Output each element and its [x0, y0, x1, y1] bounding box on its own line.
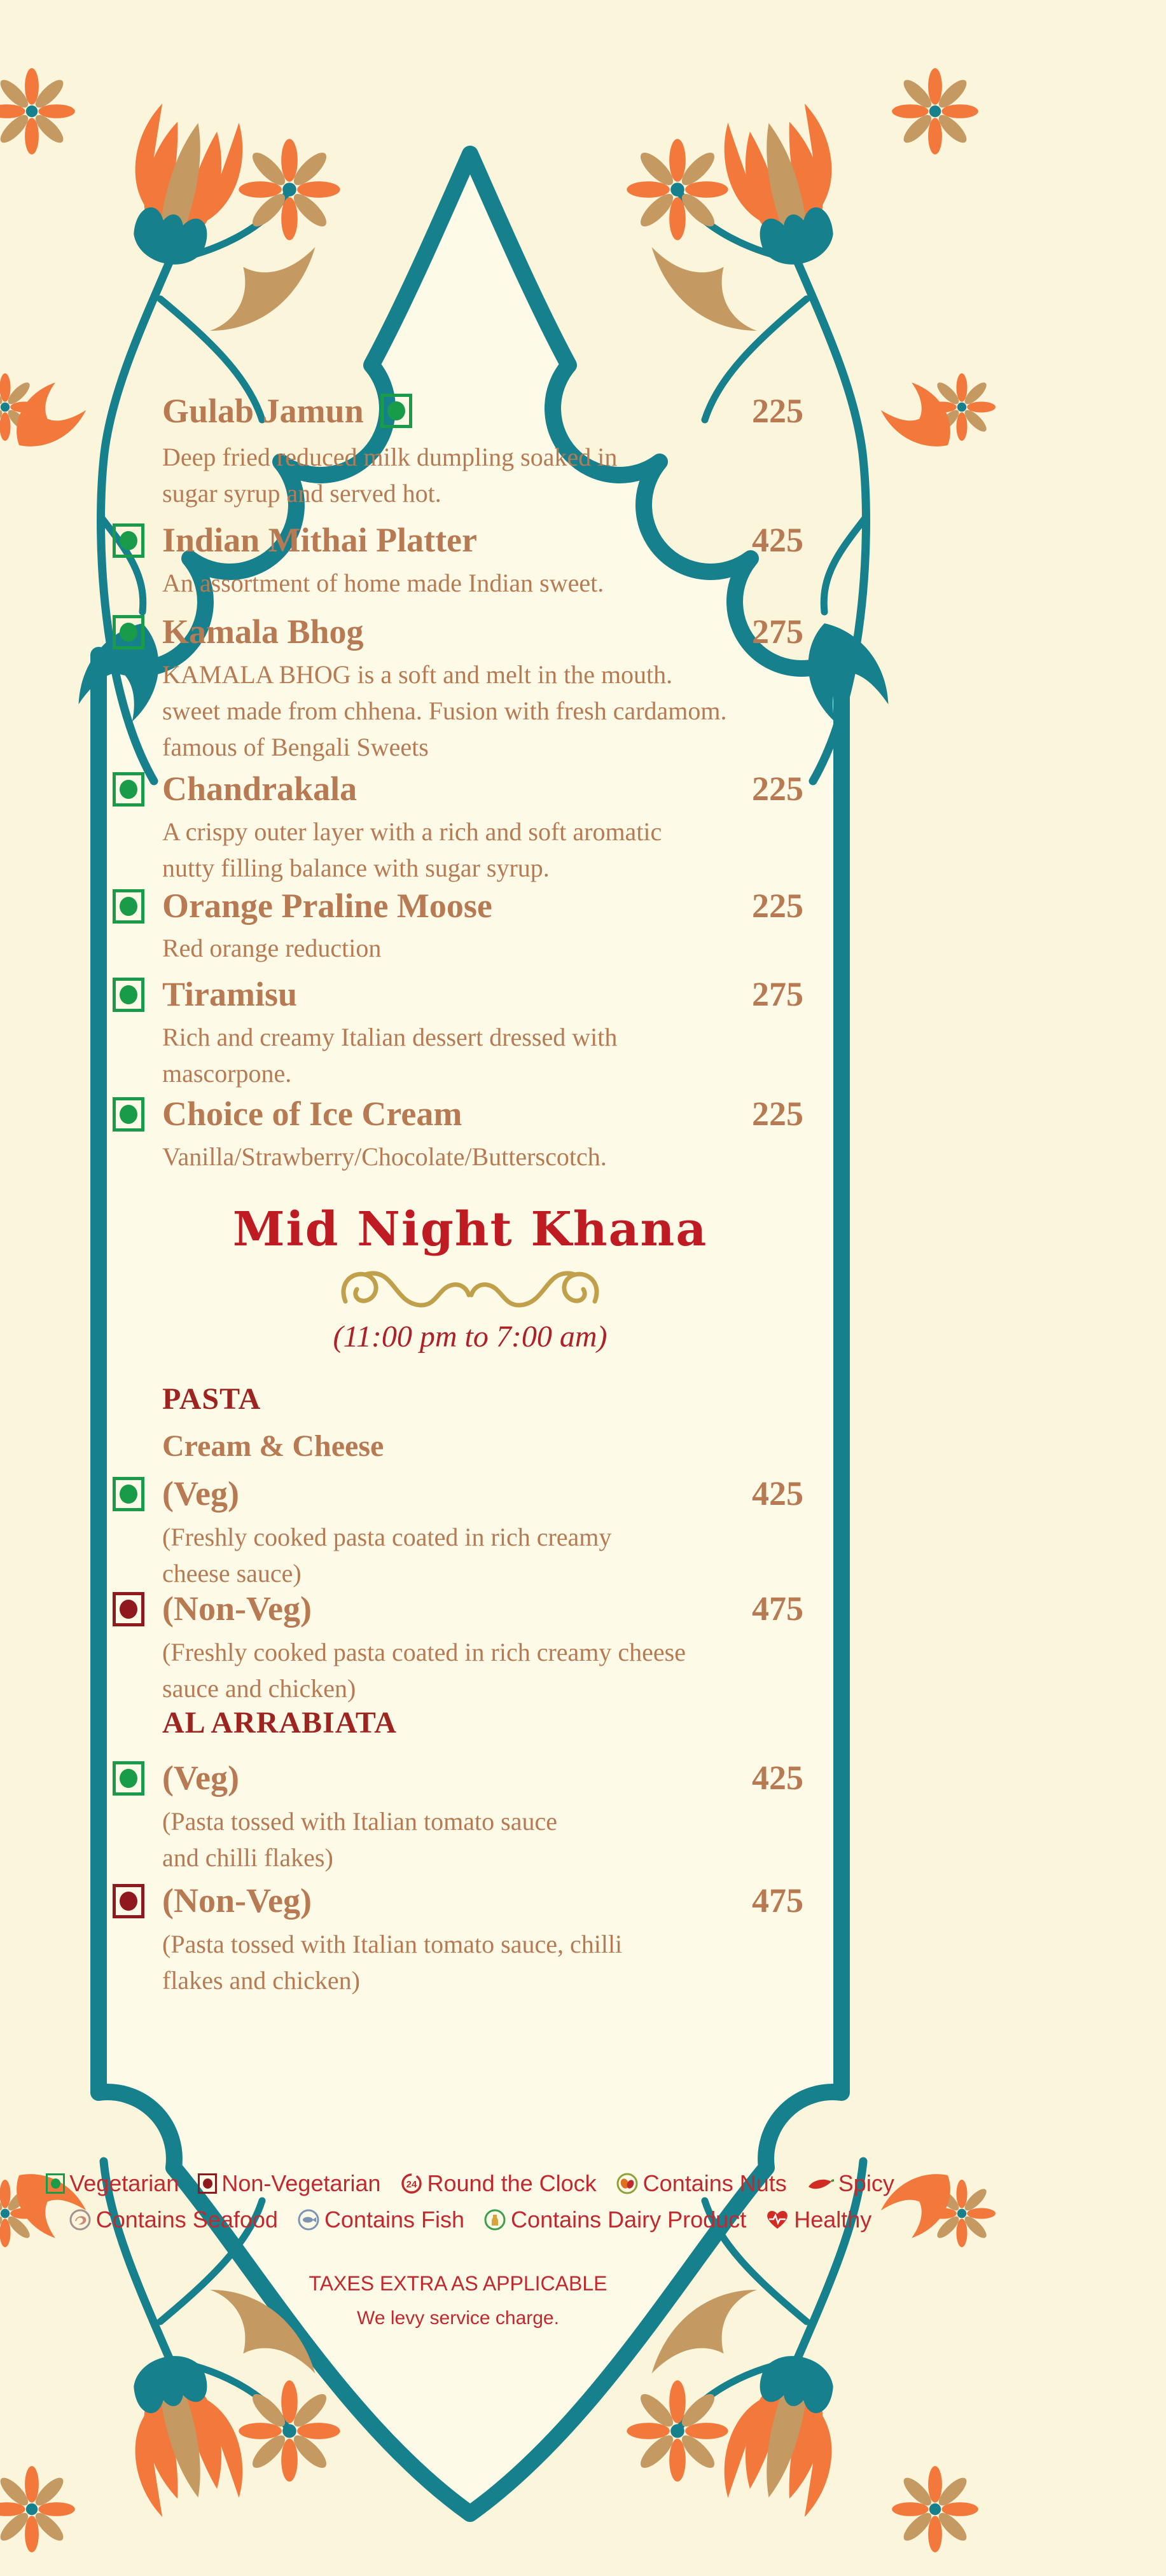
veg-icon — [113, 615, 144, 649]
service-charge-note: We levy service charge. — [357, 2308, 559, 2329]
item-price: 275 — [752, 613, 803, 651]
description-line: Deep fried reduced milk dumpling soaked in — [162, 443, 618, 471]
menu-item-row — [113, 1881, 803, 1920]
legend-item — [765, 2206, 871, 2233]
group-heading: PASTA — [162, 1382, 261, 1416]
legend-label: Contains Fish — [324, 2206, 465, 2233]
taxes-note: TAXES EXTRA AS APPLICABLE — [309, 2272, 607, 2295]
section-title: Mid Night Khana — [232, 1202, 708, 1257]
item-description — [162, 565, 805, 601]
seafood-icon — [69, 2208, 92, 2231]
veg-icon — [113, 1477, 144, 1511]
item-price: 425 — [752, 1759, 803, 1797]
veg-icon — [113, 1761, 144, 1796]
item-description — [162, 1519, 805, 1591]
description-line: Rich and creamy Italian dessert dressed with — [162, 1023, 618, 1051]
item-price: 225 — [752, 887, 803, 925]
item-description — [162, 814, 805, 886]
description-line: (Freshly cooked pasta coated in rich creamy cheese — [162, 1638, 686, 1666]
veg-icon — [113, 772, 144, 807]
item-name: Gulab Jamun — [162, 392, 364, 430]
item-description — [162, 1926, 805, 1998]
item-price: 425 — [752, 1474, 803, 1513]
legend-item — [483, 2206, 746, 2233]
legend-row-1 — [69, 2170, 894, 2197]
fish-icon — [297, 2208, 320, 2231]
item-description — [162, 1019, 805, 1091]
description-line: Red orange reduction — [162, 934, 382, 962]
legend-label: Contains Seafood — [95, 2206, 278, 2233]
item-price: 225 — [752, 1095, 803, 1133]
legend-row-2 — [95, 2206, 872, 2233]
item-description — [162, 930, 805, 966]
menu-item-row — [113, 1758, 803, 1797]
legend-item — [806, 2170, 894, 2197]
veg-icon — [113, 978, 144, 1012]
legend-label: Contains Nuts — [642, 2170, 787, 2196]
description-line: nutty filling balance with sugar syrup. — [162, 854, 550, 882]
description-line: cheese sauce) — [162, 1559, 302, 1588]
menu-item-row — [113, 769, 803, 808]
dairy-icon — [483, 2208, 506, 2231]
item-name: (Veg) — [162, 1474, 239, 1513]
description-line: A crispy outer layer with a rich and soft aromatic — [162, 817, 662, 846]
menu-item-row — [113, 391, 803, 431]
description-line: sweet made from chhena. Fusion with fresh cardamom. — [162, 696, 727, 725]
item-description — [162, 656, 805, 765]
item-name: (Veg) — [162, 1759, 239, 1797]
non-veg-icon — [198, 2173, 217, 2194]
chili-icon — [806, 2174, 834, 2193]
description-line: sugar syrup and served hot. — [162, 479, 441, 508]
item-price: 275 — [752, 975, 803, 1013]
menu-item-row — [113, 886, 803, 925]
item-name: Kamala Bhog — [162, 613, 364, 651]
group-subheading: Cream & Cheese — [162, 1429, 384, 1463]
item-description — [162, 1139, 805, 1175]
legend-item — [297, 2206, 464, 2233]
item-name: Orange Praline Moose — [162, 887, 492, 925]
non-veg-icon — [113, 1884, 144, 1918]
description-line: flakes and chicken) — [162, 1966, 360, 1995]
clock-24-icon — [400, 2172, 423, 2195]
menu-item-row — [113, 612, 803, 651]
veg-icon — [113, 889, 144, 924]
nuts-icon — [616, 2172, 639, 2195]
legend-label: Contains Dairy Product — [511, 2206, 747, 2233]
description-line: Vanilla/Strawberry/Chocolate/Butterscotch. — [162, 1142, 607, 1171]
description-line: (Freshly cooked pasta coated in rich creamy — [162, 1523, 612, 1551]
item-price: 225 — [752, 392, 803, 430]
menu-item-row — [113, 1094, 803, 1133]
legend-item — [616, 2170, 787, 2197]
description-line: (Pasta tossed with Italian tomato sauce, chilli — [162, 1930, 623, 1958]
item-name: Indian Mithai Platter — [162, 521, 477, 559]
legend-item — [46, 2170, 179, 2197]
legend-item — [198, 2170, 380, 2197]
legend-label: Round the Clock — [427, 2170, 597, 2196]
description-line: mascorpone. — [162, 1059, 292, 1088]
section-hours: (11:00 pm to 7:00 am) — [333, 1320, 607, 1354]
description-line: sauce and chicken) — [162, 1674, 356, 1703]
legend-item — [400, 2170, 597, 2197]
item-name: Choice of Ice Cream — [162, 1095, 462, 1133]
legend-label: Spicy — [838, 2170, 894, 2196]
veg-icon — [113, 1097, 144, 1132]
menu-item-row — [113, 1589, 803, 1628]
group-heading: AL ARRABIATA — [162, 1706, 397, 1740]
heart-ecg-icon — [765, 2209, 789, 2231]
item-name: (Non-Veg) — [162, 1589, 312, 1628]
description-line: famous of Bengali Sweets — [162, 733, 429, 761]
item-name: (Non-Veg) — [162, 1881, 312, 1920]
item-price: 475 — [752, 1881, 803, 1920]
description-line: An assortment of home made Indian sweet. — [162, 569, 604, 597]
menu-item-row — [113, 974, 803, 1014]
menu-item-row — [113, 520, 803, 560]
item-price: 225 — [752, 770, 803, 808]
item-description — [162, 439, 805, 511]
non-veg-icon — [113, 1592, 144, 1626]
legend-label: Non-Vegetarian — [221, 2170, 381, 2196]
veg-icon — [380, 394, 412, 428]
legend-label: Vegetarian — [69, 2170, 179, 2196]
menu-item-row — [113, 1474, 803, 1513]
item-price: 475 — [752, 1589, 803, 1628]
description-line: (Pasta tossed with Italian tomato sauce — [162, 1807, 557, 1836]
description-line: KAMALA BHOG is a soft and melt in the mouth. — [162, 660, 673, 689]
description-line: and chilli flakes) — [162, 1843, 333, 1872]
item-name: Chandrakala — [162, 770, 357, 808]
legend-item — [69, 2206, 278, 2233]
item-description — [162, 1634, 805, 1707]
item-name: Tiramisu — [162, 975, 298, 1013]
svg-text:24: 24 — [406, 2179, 417, 2190]
item-description — [162, 1803, 805, 1876]
item-price: 425 — [752, 521, 803, 559]
flourish-ornament — [337, 1264, 604, 1318]
legend-label: Healthy — [794, 2206, 872, 2233]
veg-icon — [46, 2173, 65, 2194]
veg-icon — [113, 523, 144, 558]
